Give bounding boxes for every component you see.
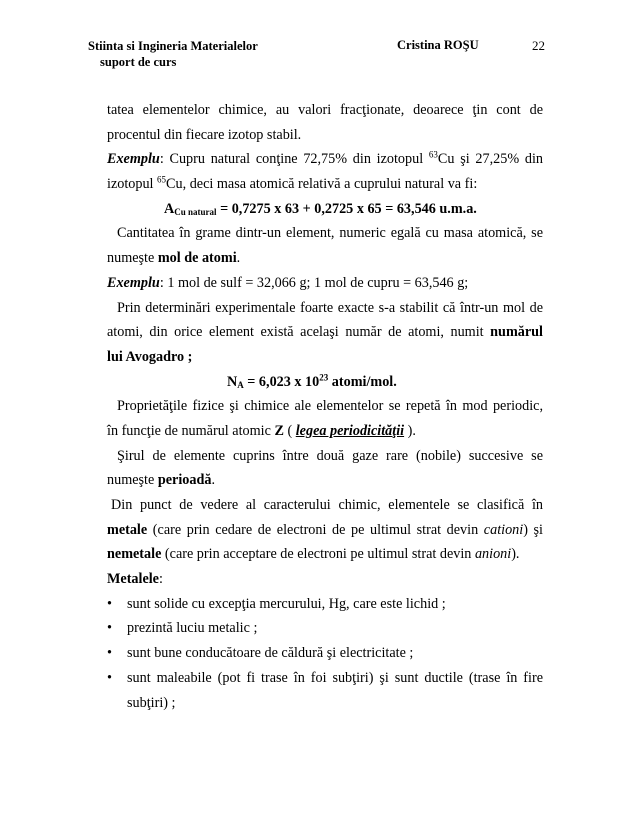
list-item: • prezintă luciu metalic ; — [107, 616, 543, 641]
formula-atomic-mass: $A_{Cu natural} = 0,7275$ x 63 + 0,2725 x 65 = 63,546 u.m.a. — [164, 200, 477, 217]
list-item: • sunt solide cu excepţia mercurului, Hg, care este lichid ; — [107, 592, 543, 617]
text-line: Şirul de elemente cuprins între două gaze rare (nobile) succesive se — [117, 447, 543, 464]
section-heading-metals: Metalele: — [107, 571, 163, 588]
text-line: tatea elementelor chimice, au valori fracţionate, deoarece ţin cont de — [107, 102, 543, 118]
text-line: Proprietăţile fizice şi chimice ale elementelor se repetă în mod periodic, — [117, 398, 543, 415]
header-title-line1: Stiinta si Ingineria Materialelor — [88, 39, 258, 53]
example-line: Exemplu: 1 mol de sulf = 32,066 g; 1 mol de cupru = 63,546 g; — [107, 274, 469, 291]
header-title-line2: suport de curs — [100, 55, 177, 69]
list-item: • sunt bune conducătoare de căldură şi electricitate ; — [107, 641, 543, 666]
text-line: atomi, din orice element există acelaşi număr de atomi, numit numărul — [107, 324, 543, 341]
text-line: Cantitatea în grame dintr-un element, numeric egală cu masa atomică, se — [117, 225, 543, 242]
text-line: izotopul $^{65}$Cu, deci masa atomică relativă a cuprului natural va fi: — [107, 174, 478, 193]
formula-avogadro: $N_A = 6,023$ x $10^{23}$ atomi/mol. — [227, 371, 397, 390]
text-line: nemetale (care prin acceptare de electroni pe ultimul strat devin anioni). — [107, 546, 520, 563]
document-body — [107, 98, 543, 715]
example-line: Exemplu: Cupru natural conţine 72,75% din izotopul $^{63}$Cu şi 27,25% din — [107, 149, 543, 168]
page-number: 22 — [532, 38, 545, 53]
header-course-title — [88, 38, 258, 70]
text-line: Prin determinări experimentale foarte exacte s-a stabilit că într-un mol de — [117, 299, 543, 316]
bullet-icon: • — [107, 645, 112, 662]
text-line: lui Avogadro ; — [107, 348, 193, 365]
text-line: numeşte mol de atomi. — [107, 250, 241, 267]
bullet-icon: • — [107, 620, 112, 637]
text-line: procentul din fiecare izotop stabil. — [107, 126, 302, 143]
list-item: • sunt maleabile (pot fi trase în foi subţiri) şi sunt ductile (trase în fire — [107, 666, 543, 691]
text-line: metale (care prin cedare de electroni de pe ultimul strat devin cationi) şi — [107, 521, 543, 538]
text-line: numeşte perioadă. — [107, 472, 215, 489]
text-line: Din punct de vedere al caracterului chimic, elementele se clasifică în — [111, 497, 543, 513]
bullet-icon: • — [107, 669, 112, 686]
header-author: Cristina ROŞU — [397, 38, 479, 52]
text-line: în funcţie de numărul atomic Z ( legea periodicităţii ). — [107, 422, 416, 439]
bullet-icon: • — [107, 595, 112, 612]
list-item-continuation: subţiri) ; — [127, 694, 176, 711]
